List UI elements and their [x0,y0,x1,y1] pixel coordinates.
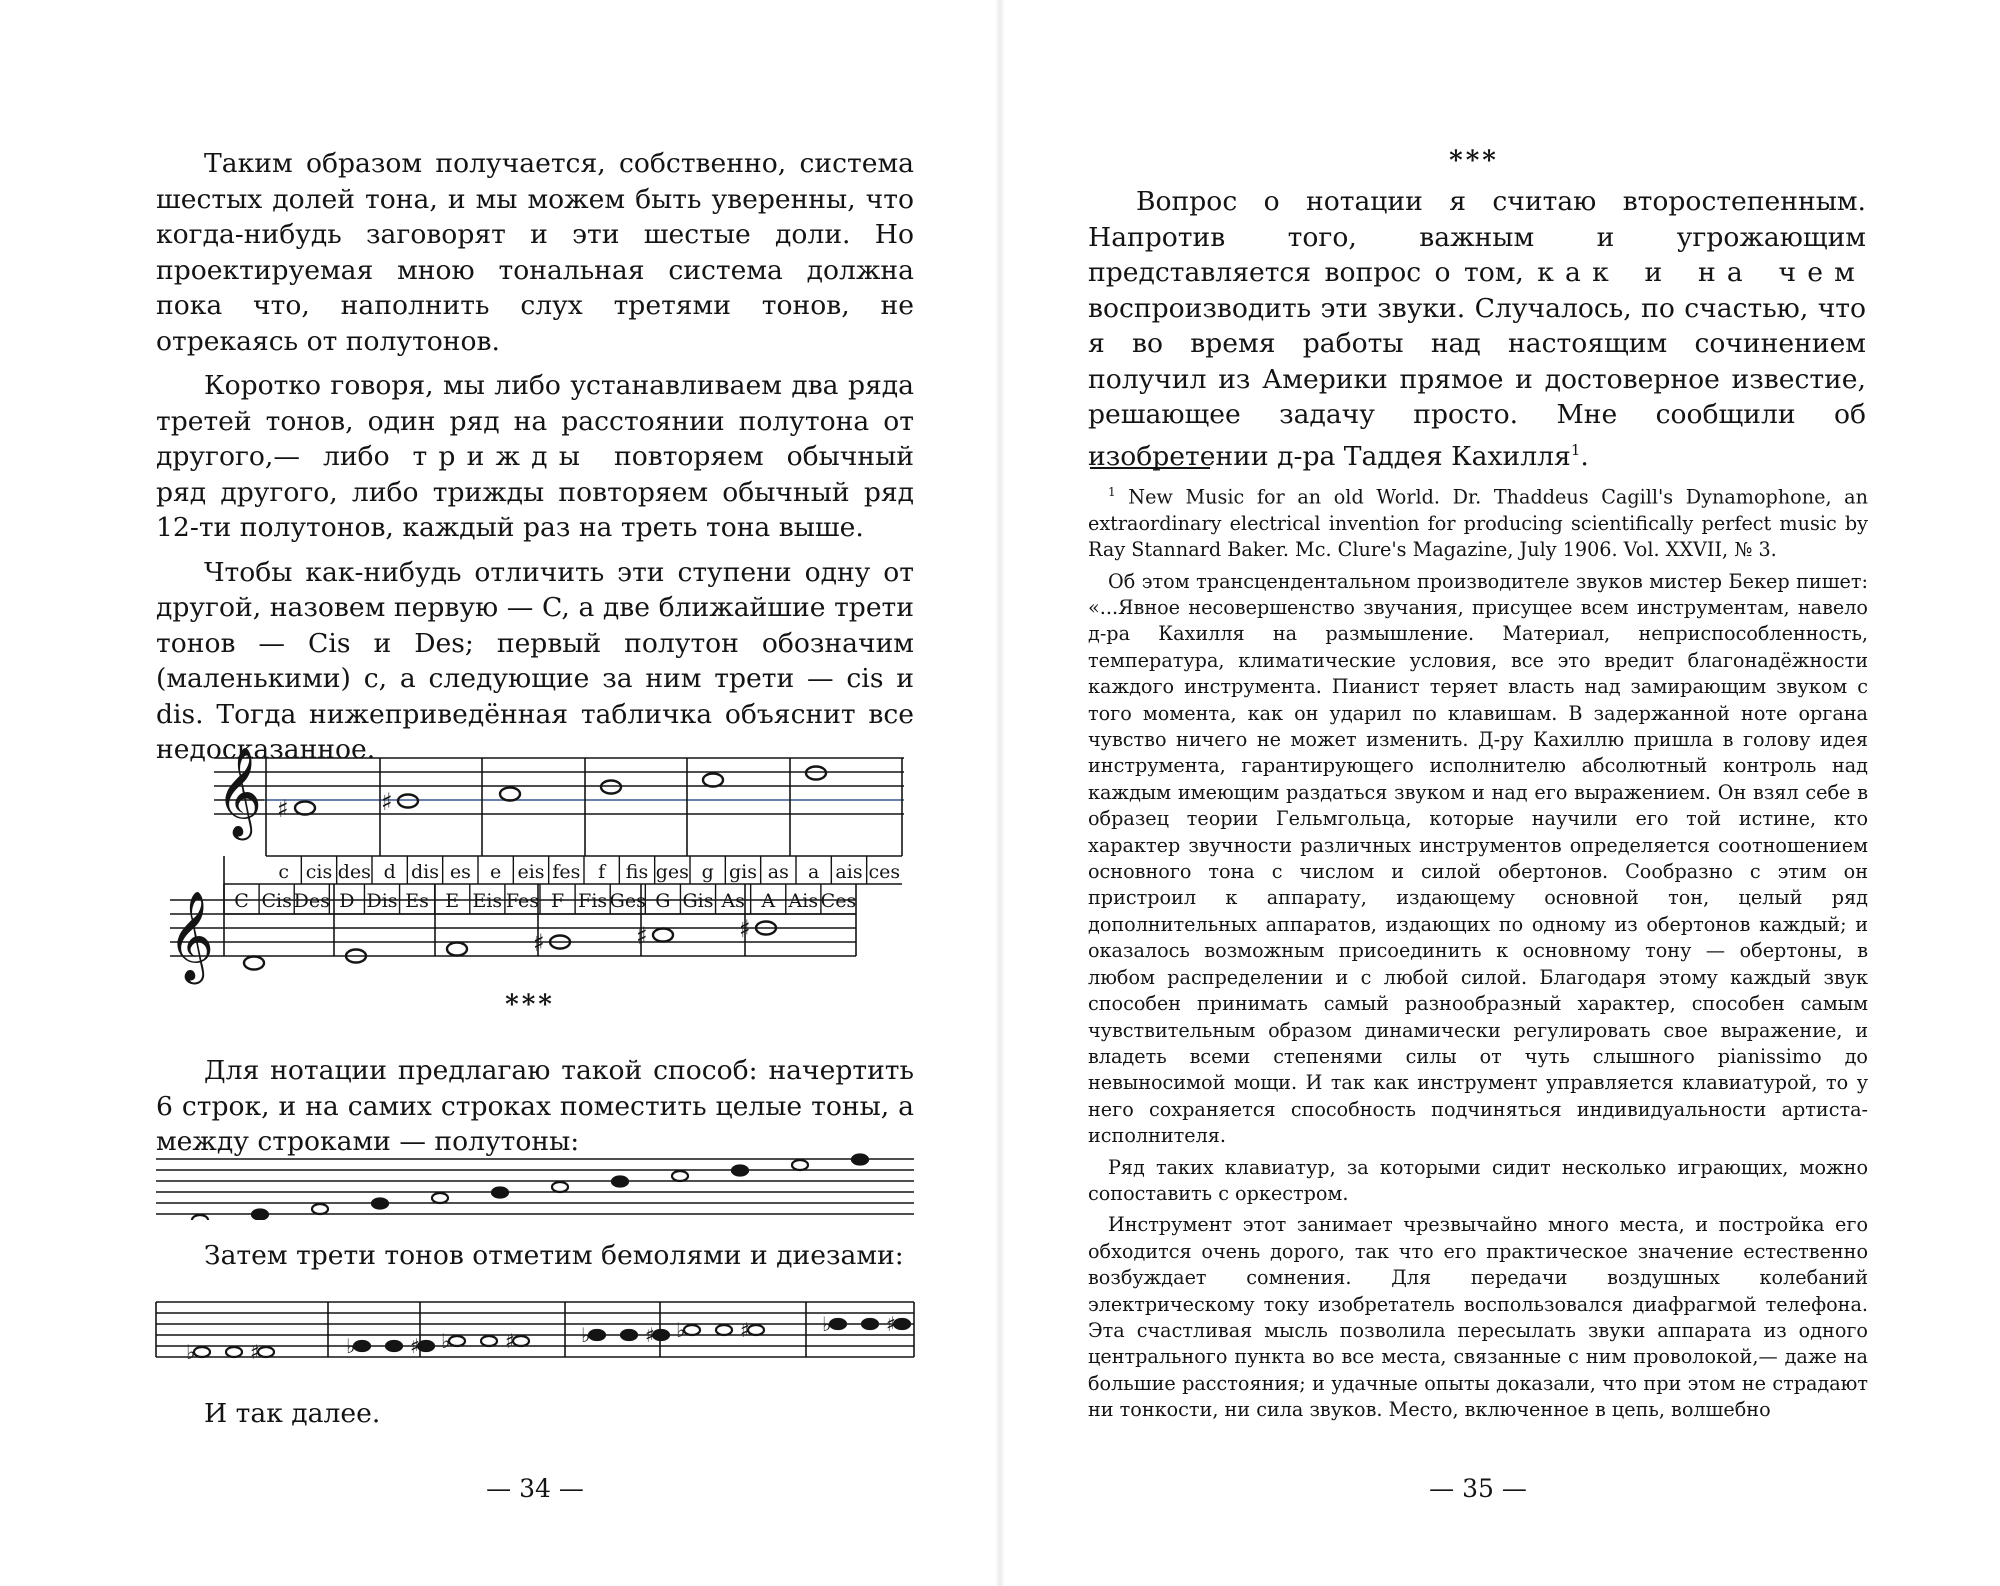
right-paragraph-1: Вопрос о нотации я считаю второстепенным. Напротив того, важным и угрожающим представляется вопрос о том, как и на чем воспроизводить эти звуки. Случалось, по счастью, что я во время работы над настоящим сочинением получил из Америки прямое и достоверное известие, решающее задачу просто. Мне сообщили об изобретении д-ра Таддея Кахилля$^1$. [1088,186,1866,472]
footnote [1088,479,1868,1424]
upper-label-a: a [808,861,820,883]
scale-notes [192,1155,868,1221]
accidental-note [684,1325,700,1335]
accidental-note [226,1347,242,1357]
upper-label-gis: gis [729,861,757,883]
left-text-accidentals [156,1238,914,1274]
sharp-sign: ♯ [740,1318,750,1342]
accidental-note [481,1336,497,1346]
scale-note [852,1155,868,1165]
scale-note [732,1166,748,1176]
sharp-sign: ♯ [645,1323,655,1347]
upper-notes [295,767,826,815]
flat-sign: ♭ [346,1334,356,1358]
scale-note [432,1193,448,1203]
third-tone-table [0,0,1000,1000]
sharp-sign: ♯ [381,788,393,816]
lower-label-Dis: Dis [366,890,398,912]
flat-sign: ♭ [676,1318,686,1342]
accidental-note [621,1330,637,1340]
upper-label-c: c [278,861,289,883]
lower-label-D: D [339,890,355,912]
upper-label-des: des [337,861,371,883]
scale-note [672,1171,688,1181]
upper-label-ges: ges [655,861,689,883]
scale-note [492,1188,508,1198]
lower-label-Es: Es [405,890,429,912]
flat-sign: ♭ [441,1329,451,1353]
sharp-sign: ♯ [277,795,289,823]
accidental-note [354,1341,370,1351]
left-paragraph-2: Коротко говоря, мы либо устанавливаем два ряда третей тонов, один ряд на расстоянии полутона от другого,— либо трижды повторяем обычный ряд другого, либо трижды повторяем обычный ряд 12-ти полутонов, каждый раз на треть тона выше. [156,370,915,543]
upper-label-fes: fes [552,861,581,883]
upper-label-as: as [767,861,789,883]
upper-label-es: es [449,861,471,883]
lower-label-Ges: Ges [609,890,646,912]
scale-note [552,1182,568,1192]
accidental-note [513,1336,529,1346]
left-paragraph-3: Чтобы как-нибудь отличить эти ступени одну от другой, назовем первую — C, а две ближайшие трети тонов — Cis и Des; первый полутон обозначим (маленькими) c, а следующие за ним трети — cis и dis. Тогда нижеприведённая табличка объяснит все недосказанное. [156,556,914,765]
accidental-note [589,1330,605,1340]
accidental-note [194,1347,210,1357]
footnote-rule [1090,467,1210,469]
section-divider-stars-right: *** [1449,146,1499,176]
lower-label-Ais: Ais [788,890,819,912]
lower-label-A: A [761,890,776,912]
upper-label-ces: ces [868,861,901,883]
lower-label-F: F [550,890,565,912]
upper-label-ais: ais [835,861,863,883]
scale-note [612,1177,628,1187]
accidental-note [748,1325,764,1335]
lower-label-Fis: Fis [578,890,608,912]
six-line-staff [0,1140,1000,1220]
notation-paragraph: Для нотации предлагаю такой способ: начертить 6 строк, и на самих строках поместить целые тоны, а между строками — полутоны: [156,1055,914,1157]
accidental-note [258,1347,274,1357]
accidental-note [862,1319,878,1329]
page-number-right: — 35 — [1429,1474,1527,1503]
spaced-word: трижды [412,441,592,472]
lower-label-Cis: Cis [261,890,292,912]
lower-label-G: G [655,890,671,912]
scale-note [252,1210,268,1220]
upper-label-e: e [490,861,502,883]
lower-label-Des: Des [293,890,330,912]
closing-paragraph: И так далее. [204,1398,381,1429]
upper-label-cis: cis [305,861,333,883]
accidentals-staff [0,1290,1000,1370]
scale-note [312,1204,328,1214]
accidental-note [449,1336,465,1346]
right-text-top [1088,184,1866,474]
upper-staff [214,758,904,814]
accidental-notes [186,1312,910,1364]
flat-sign: ♭ [581,1323,591,1347]
sharp-sign: ♯ [886,1312,896,1336]
accidental-note [894,1319,910,1329]
upper-label-dis: dis [411,861,439,883]
lower-label-Gis: Gis [682,890,714,912]
sharp-sign: ♯ [410,1334,420,1358]
flat-sign: ♭ [822,1312,832,1336]
lower-label-Fes: Fes [505,890,540,912]
section-divider-stars: *** [505,990,555,1020]
upper-label-fis: fis [625,861,649,883]
upper-label-d: d [383,861,396,883]
lower-label-Eis: Eis [472,890,503,912]
footnote-marker: 1 [1570,440,1581,459]
accidental-note [418,1341,434,1351]
treble-clef-lower: 𝄞 [168,891,215,981]
sharp-sign: ♯ [739,915,751,943]
accidental-note [386,1341,402,1351]
scale-note [792,1160,808,1170]
accidentals-paragraph: Затем трети тонов отметим бемолями и диезами: [204,1240,904,1271]
upper-label-g: g [701,861,714,883]
footnote-paragraph-3: Инструмент этот занимает чрезвычайно много места, и постройка его обходится очень дорого, так что его практическое значение естественно возбуждает сомнения. Для передачи воздушных колебаний электрическому току изобретатель воспользовался диафрагмой телефона. Эта счастливая мысль позволила пересылать звуки аппарата из одного центрального пункта во все места, связанные с ним проволокой,— даже на большие расстояния; и удачные опыты доказали, что при этом не страдают ни тонкости, ни сила звуков. Место, включенное в цепь, волшебно [1088,1213,1868,1422]
lower-label-C: C [234,890,249,912]
book-fold [995,0,1005,1586]
left-text-closing [156,1396,914,1432]
page-number-left: — 34 — [486,1474,584,1503]
treble-clef-upper: 𝄞 [216,747,263,837]
accidental-note [830,1319,846,1329]
sharp-sign: ♯ [636,922,648,950]
scale-note [372,1199,388,1209]
footnote-citation: $^1$ New Music for an old World. Dr. Thaddeus Cagill's Dynamophone, an extraordinary electrical invention for producing scientifically perfect music by Ray Stannard Baker. Mc. Clure's Magazine, July 1906. Vol. XXVII, № 3. [1088,485,1868,562]
left-paragraph-1: Таким образом получается, собственно, система шестых долей тона, и мы можем быть уверенны, что когда-нибудь заговорят и эти шестые доли. Но проектируемая мною тональная система должна пока что, наполнить слух третями тонов, не отрекаясь от полутонов. [156,148,914,357]
accidental-note [653,1330,669,1340]
scale-note [192,1215,208,1220]
lower-labels [234,890,856,912]
sharp-sign: ♯ [250,1340,260,1364]
lower-label-E: E [445,890,460,912]
sharp-sign: ♯ [533,929,545,957]
lower-label-Ces: Ces [820,890,857,912]
lower-label-As: As [721,890,745,912]
accidental-note [716,1325,732,1335]
footnote-paragraph-2: Ряд таких клавиатур, за которыми сидит несколько играющих, можно сопоставить с оркестром. [1088,1155,1868,1205]
spaced-phrase: как и на чем [1537,257,1866,288]
footnote-paragraph-1: Об этом трансцендентальном производителе звуков мистер Бекер пишет: «...Явное несовершенство звучания, присущее всем инструментам, навело д-ра Кахилля на размышление. Материал, неприспособленность, температура, климатические условия, все это вредит благонадёжности каждого инструмента. Пианист теряет власть над замирающим звуком с того момента, как он ударил по клавишам. В задержанной ноте органа чувство ничего не может изменить. Д-ру Кахиллю пришла в голову идея инструмента, гарантирующего исполнителю абсолютный контроль над каждым имеющим раздаться звуком и над его выражением. Он взял себе в образец теории Гельмгольца, которые научили его той истине, кто характер звучности различных инструментов определяется соотношением основного тона с числом и силой обертонов. Сообразно с этим он пристроил к аппарату, издающему основной тон, целый ряд дополнительных аппаратов, издающих по одному из обертонов каждый; и оказалось возможным присоединить к основному тону — обертоны, в любом распределении и с любой силой. Благодаря этому каждый звук способен принимать самый разнообразный характер, способен самым чувствительным образом динамически регулировать свое выражение, и владеть всеми степенями силы от чуть слышного pianissimo до невыносимой мощи. И так как инструмент управляется клавиатурой, то у него сохраняется способность подчиняться индивидуальности артиста-исполнителя. [1088,569,1868,1148]
flat-sign: ♭ [186,1340,196,1364]
sharp-sign: ♯ [505,1329,515,1353]
upper-label-f: f [598,861,606,883]
upper-label-eis: eis [517,861,545,883]
